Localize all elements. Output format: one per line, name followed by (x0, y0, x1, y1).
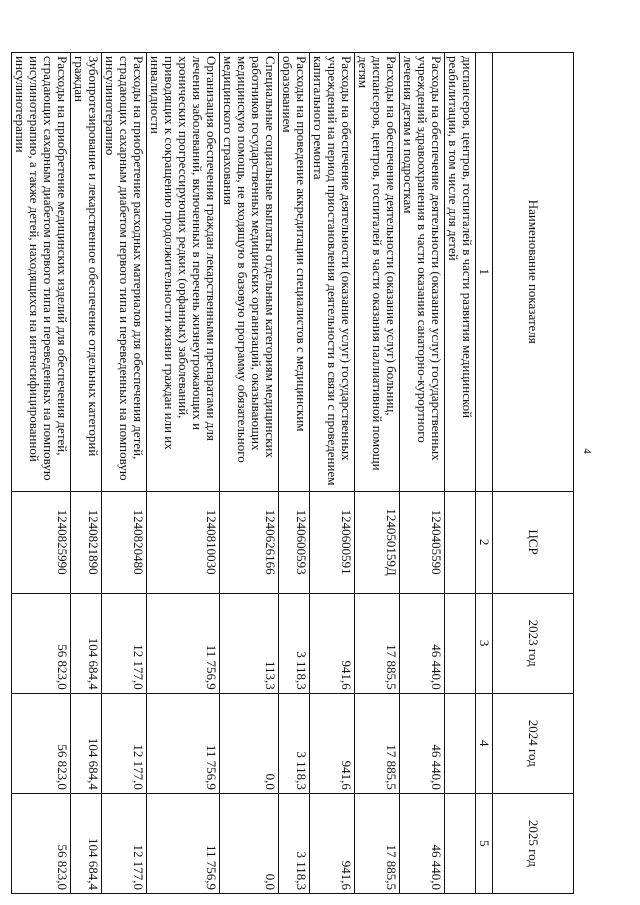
row-2024-cell: 12 177,0 (102, 693, 147, 793)
row-2023-cell: 11 756,9 (147, 593, 220, 693)
header-2023: 2023 год (493, 593, 574, 693)
row-2023-cell (445, 593, 476, 693)
row-csr-cell (445, 491, 476, 593)
row-name-cell: Расходы на обеспечение деятельности (оказание услуг) больниц, диспансеров, центров, госпиталей в части оказания паллиативной помощи детям (355, 53, 400, 492)
row-2023-cell: 113,3 (220, 593, 279, 693)
table-row (400, 53, 445, 894)
header-csr: ЦСР (493, 491, 574, 593)
row-2025-cell (445, 793, 476, 893)
row-2024-cell: 17 885,5 (355, 693, 400, 793)
index-cell: 4 (476, 693, 493, 793)
row-name-cell: Расходы на приобретение расходных материалов для обеспечения детей, страдающих сахарным диабетом первого типа и переведенных на помповую инсулинотерапию (102, 53, 147, 492)
index-cell: 3 (476, 593, 493, 693)
row-2024-cell: 46 440,0 (400, 693, 445, 793)
row-2025-cell: 46 440,0 (400, 793, 445, 893)
table-row (279, 53, 310, 894)
row-2025-cell: 12 177,0 (102, 793, 147, 893)
index-cell: 2 (476, 491, 493, 593)
table-header-row (493, 53, 574, 894)
row-csr-cell: 1240405590 (400, 491, 445, 593)
row-csr-cell: 1240825990 (12, 491, 71, 593)
budget-table (11, 52, 574, 894)
row-name-cell: диспансеров, центров, госпиталей в части развития медицинской реабилитации, в том числе для детей (445, 53, 476, 492)
row-csr-cell: 124050159Д (355, 491, 400, 593)
table-row (102, 53, 147, 894)
row-name-cell: Расходы на обеспечение деятельности (оказание услуг) государственных учреждений на период приостановления деятельности в связи с проведением капитального ремонта (310, 53, 355, 492)
row-csr-cell: 1240821890 (71, 491, 102, 593)
header-2024: 2024 год (493, 693, 574, 793)
row-csr-cell: 1240810030 (147, 491, 220, 593)
row-2024-cell: 56 823,0 (12, 693, 71, 793)
row-2023-cell: 12 177,0 (102, 593, 147, 693)
row-csr-cell: 1240600593 (279, 491, 310, 593)
index-cell: 1 (476, 53, 493, 492)
row-2024-cell: 3 118,3 (279, 693, 310, 793)
table-row (355, 53, 400, 894)
row-name-cell: Расходы на обеспечение деятельности (оказание услуг) государственных учреждений здравоохранения в части оказания санаторно-курортного лечения детям и подросткам (400, 53, 445, 492)
table-row (445, 53, 476, 894)
row-2025-cell: 17 885,5 (355, 793, 400, 893)
row-2025-cell: 941,6 (310, 793, 355, 893)
row-2023-cell: 46 440,0 (400, 593, 445, 693)
row-name-cell: Специальные социальные выплаты отдельным категориям медицинских работников государственных медицинских организаций, оказывающих медицинскую помощь, не входящую в базовую программу обязательного медицинского страхования (220, 53, 279, 492)
row-2023-cell: 941,6 (310, 593, 355, 693)
row-2024-cell: 941,6 (310, 693, 355, 793)
index-cell: 5 (476, 793, 493, 893)
page-number: 4 (580, 448, 593, 454)
row-csr-cell: 1240820480 (102, 491, 147, 593)
row-2025-cell: 104 684,4 (71, 793, 102, 893)
row-2025-cell: 3 118,3 (279, 793, 310, 893)
row-2025-cell: 0,0 (220, 793, 279, 893)
row-2023-cell: 104 684,4 (71, 593, 102, 693)
table-row (12, 53, 71, 894)
row-name-cell: Зубопротезирование и лекарственное обеспечение отдельных категорий граждан (71, 53, 102, 492)
row-2025-cell: 11 756,9 (147, 793, 220, 893)
row-2025-cell: 56 823,0 (12, 793, 71, 893)
row-2024-cell: 11 756,9 (147, 693, 220, 793)
table-row (147, 53, 220, 894)
row-name-cell: Организация обеспечения граждан лекарственными препаратами для лечения заболеваний, включенных в перечень жизнеугрожающих и хронических прогрессирующих редких (орфанных) заболеваний, приводящих к сокращению продолжительности жизни граждан или их инвалидности (147, 53, 220, 492)
table-row (71, 53, 102, 894)
row-2023-cell: 56 823,0 (12, 593, 71, 693)
row-2024-cell: 104 684,4 (71, 693, 102, 793)
row-2024-cell: 0,0 (220, 693, 279, 793)
row-name-cell: Расходы на приобретение медицинских изделий для обеспечения детей, страдающих сахарным диабетом первого типа и переведенных на помповую инсулинотерапию, а также детей, находящихся на интенсифицированной инсулинотерапии (12, 53, 71, 492)
header-name: Наименование показателя (493, 53, 574, 492)
header-2025: 2025 год (493, 793, 574, 893)
budget-table-sheet (13, 52, 574, 894)
row-csr-cell: 1240626166 (220, 491, 279, 593)
row-2024-cell (445, 693, 476, 793)
row-2023-cell: 17 885,5 (355, 593, 400, 693)
row-name-cell: Расходы на проведение аккредитации специалистов с медицинским образованием (279, 53, 310, 492)
table-row (310, 53, 355, 894)
row-2023-cell: 3 118,3 (279, 593, 310, 693)
column-index-row (476, 53, 493, 894)
row-csr-cell: 1240600591 (310, 491, 355, 593)
table-row (220, 53, 279, 894)
